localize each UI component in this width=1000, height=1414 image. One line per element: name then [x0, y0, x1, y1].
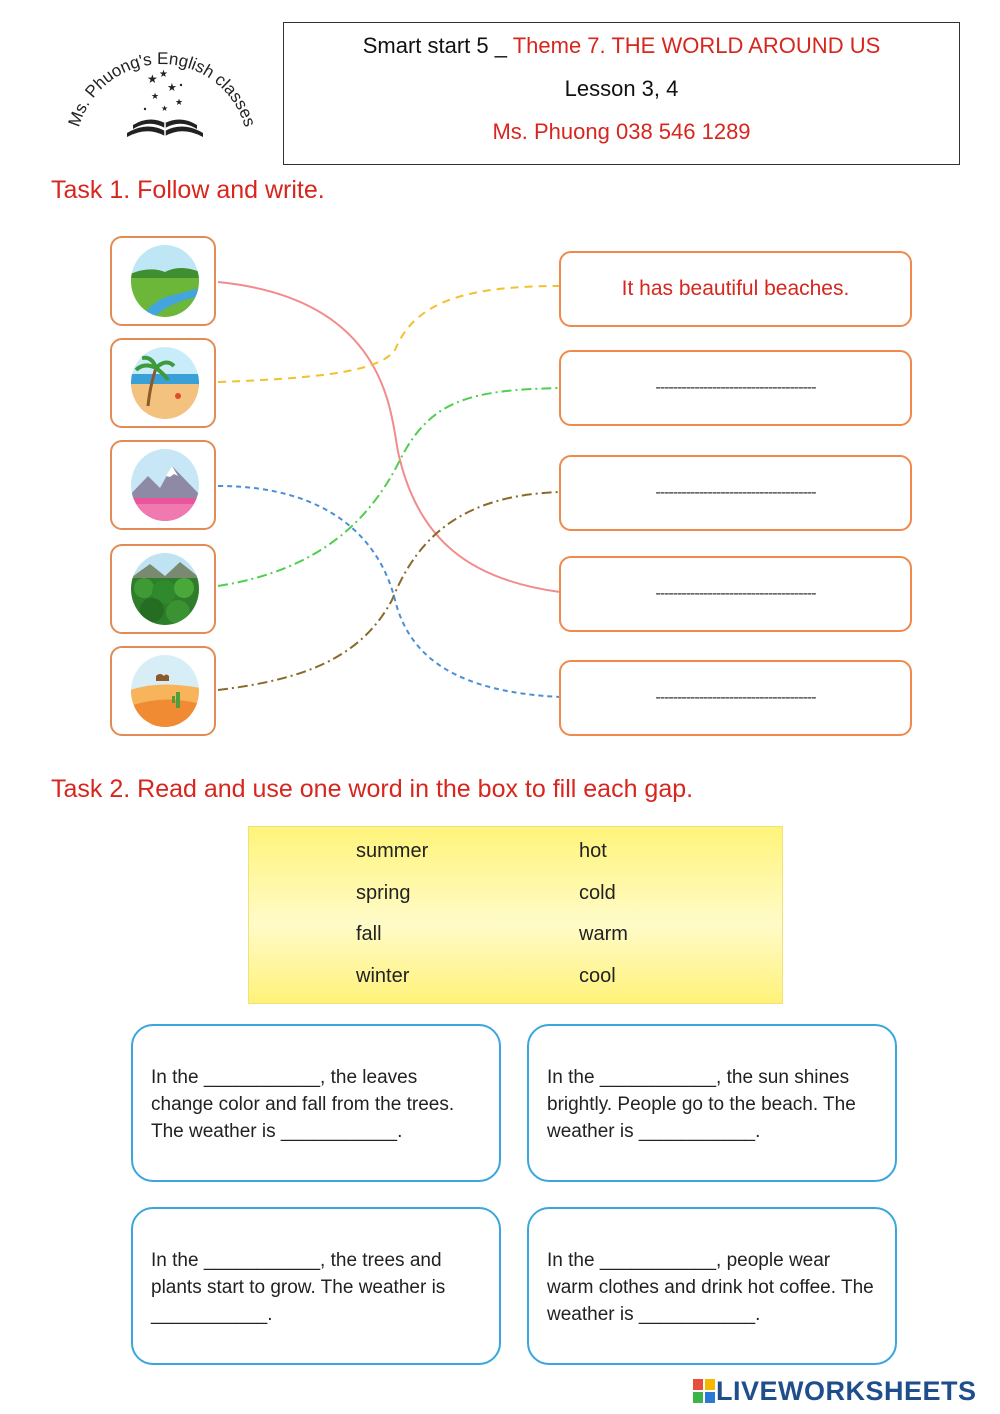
svg-text:★: ★	[151, 91, 160, 101]
course-name: Smart start 5 _	[362, 33, 513, 58]
connector-line-desert	[218, 492, 560, 690]
gap-card-text: In the ___________, the sun shines brightly. People go to the beach. The weather is ___________.	[547, 1067, 856, 1142]
answer-box-4[interactable]	[559, 556, 912, 632]
answer-blank: -------------------------------------	[655, 379, 816, 396]
svg-text:★: ★	[159, 69, 168, 80]
gap-card-text: In the ___________, people wear warm clothes and drink hot coffee. The weather is ___________.	[547, 1250, 874, 1325]
svg-text:★: ★	[147, 72, 158, 86]
river-landscape-icon	[130, 244, 200, 318]
teacher-contact: Ms. Phuong 038 546 1289	[492, 119, 751, 144]
picture-tile-river	[110, 236, 216, 326]
connector-line-beach	[218, 286, 560, 382]
answer-blank: -------------------------------------	[655, 484, 816, 501]
connector-line-forest	[218, 388, 560, 586]
task1-title: Task 1. Follow and write.	[51, 176, 325, 204]
word-bank-box	[248, 826, 783, 1004]
word-item: fall	[356, 923, 382, 945]
connector-line-river	[218, 282, 560, 592]
task2-title: Task 2. Read and use one word in the box to fill each gap.	[51, 775, 694, 803]
answer-blank: -------------------------------------	[655, 689, 816, 706]
gap-card-text: In the ___________, the trees and plants start to grow. The weather is ___________.	[151, 1250, 446, 1325]
answer-box-2[interactable]	[559, 350, 912, 426]
liveworksheets-text: LIVEWORKSHEETS	[716, 1375, 977, 1406]
gap-card-text: In the ___________, the leaves change color and fall from the trees. The weather is ___________.	[151, 1067, 455, 1142]
lesson-label: Lesson 3, 4	[564, 76, 679, 101]
picture-tile-mountain	[110, 440, 216, 530]
word-item: hot	[579, 840, 607, 862]
picture-tile-forest	[110, 544, 216, 634]
connector-line-mountain	[218, 486, 560, 697]
mountain-icon	[130, 448, 200, 522]
word-item: spring	[356, 882, 411, 904]
liveworksheets-logo[interactable]	[692, 1374, 992, 1408]
logo-text: Ms. Phuong's English classes	[64, 49, 260, 129]
gap-card-winter[interactable]	[527, 1207, 897, 1365]
svg-text:★: ★	[175, 97, 184, 107]
word-item: winter	[356, 965, 410, 987]
answer-box-1[interactable]	[559, 251, 912, 327]
svg-text:★: ★	[161, 104, 169, 113]
desert-icon	[130, 654, 200, 728]
answer-blank: -------------------------------------	[655, 585, 816, 602]
liveworksheets-icon	[692, 1378, 716, 1404]
forest-icon	[130, 552, 200, 626]
picture-tile-desert	[110, 646, 216, 736]
answer-text: It has beautiful beaches.	[621, 277, 850, 300]
answer-box-3[interactable]	[559, 455, 912, 531]
gap-card-summer[interactable]	[527, 1024, 897, 1182]
word-item: summer	[356, 840, 429, 862]
beach-icon	[130, 346, 200, 420]
picture-tile-beach	[110, 338, 216, 428]
word-item: cold	[579, 882, 616, 904]
word-item: cool	[579, 965, 616, 987]
theme-title: Theme 7. THE WORLD AROUND US	[512, 33, 881, 58]
word-item: warm	[579, 923, 628, 945]
gap-card-fall[interactable]	[131, 1024, 501, 1182]
gap-card-spring[interactable]	[131, 1207, 501, 1365]
answer-box-5[interactable]	[559, 660, 912, 736]
svg-text:★: ★	[167, 82, 177, 94]
